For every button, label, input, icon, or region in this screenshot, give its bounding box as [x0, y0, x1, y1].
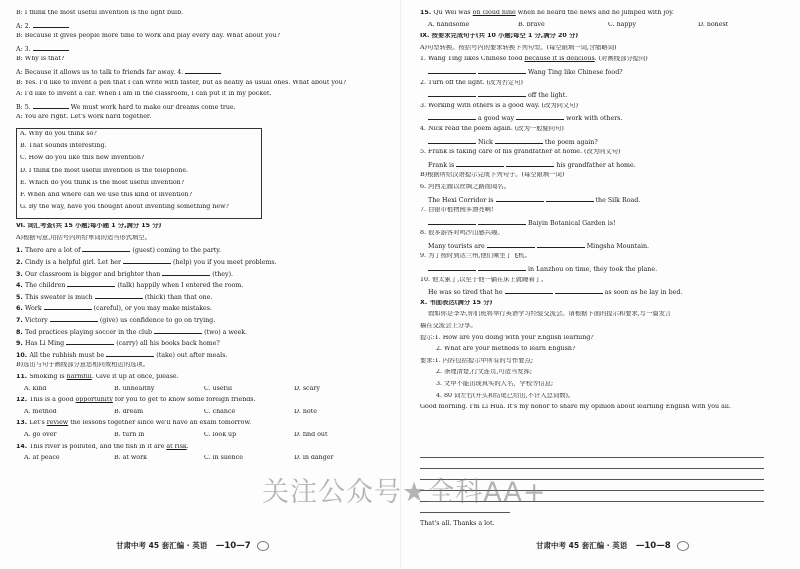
footer-right-page: —10—8	[635, 541, 671, 551]
option-item: C. How do you like this new invention?	[20, 155, 145, 162]
sentence-item: 1. Wang Ting likes Chinese food because it is delicious. (对画线部分提问)	[420, 56, 648, 63]
option-item: B. That sounds interesting.	[20, 143, 107, 150]
answer-blank[interactable]	[456, 161, 504, 167]
mc-option[interactable]: B. at work	[114, 455, 147, 462]
section-6-instruction-b: B)选出与句子画线部分意思相同或相近的选项。	[16, 362, 150, 369]
mc-option[interactable]: D. note	[294, 408, 317, 415]
mc-question: 15. Qu Wei was on cloud nine when he heard the news and he jumped with joy.	[420, 10, 674, 16]
mc-option[interactable]: C. chance	[204, 408, 236, 415]
mc-option[interactable]: A. kind	[24, 385, 47, 392]
answer-blank[interactable]	[162, 270, 210, 276]
answer-blank[interactable]	[67, 281, 115, 287]
item-number: 11.	[16, 373, 30, 380]
answer-blank[interactable]	[106, 351, 154, 357]
answer-blank[interactable]	[44, 304, 92, 310]
prompt-line: 稿在交流会上分享。	[420, 323, 477, 330]
item-number: 14.	[16, 443, 30, 450]
mc-option[interactable]: A. handsome	[428, 21, 470, 28]
footer-right	[536, 540, 689, 551]
answer-line: Frank is his grandfather at home.	[428, 161, 636, 169]
sentence-item: B)根据所给汉语提示完成下列句子。(每空限填一词)	[420, 172, 565, 179]
writing-closing: That's all. Thanks a lot.	[420, 520, 495, 527]
mc-options	[16, 409, 384, 421]
mc-options	[16, 455, 384, 467]
left-page	[16, 10, 384, 467]
dialogue-line: B: I think the most useful invention is the light bulb.	[16, 10, 184, 16]
section-10-title: Ⅹ. 书面表达(满分 15 分)	[420, 299, 493, 306]
fill-item: 9. Has Li Ming (carry) all his books back home?	[16, 340, 220, 348]
sentence-item: 6. 河西走廊以丝绸之路而闻名。	[420, 183, 510, 190]
answer-blank[interactable]	[33, 103, 69, 109]
mc-option[interactable]: B. dream	[114, 408, 144, 415]
mc-option[interactable]: C. happy	[608, 21, 637, 28]
sentence-item: 4. Nick read the poem again. (改为一般疑问句)	[420, 125, 564, 132]
watermark-text: 关注公众号★全科AA+	[262, 477, 547, 508]
answer-blank[interactable]	[487, 242, 535, 248]
answer-blank[interactable]	[516, 114, 564, 120]
mc-option[interactable]: A. go over	[24, 431, 57, 438]
mc-option[interactable]: B. unhealthy	[114, 385, 155, 392]
mc-question: 11. Smoking is harmful. Give it up at once, please.	[16, 373, 179, 380]
sentence-item: 9. 为了按时到达兰州,他们乘坐了飞机。	[420, 253, 531, 260]
answer-blank[interactable]	[428, 91, 476, 97]
answer-blank[interactable]	[478, 265, 526, 271]
answer-blank[interactable]	[428, 138, 476, 144]
answer-blank[interactable]	[506, 161, 554, 167]
mc-option[interactable]: A. method	[24, 408, 57, 415]
answer-blank[interactable]	[428, 68, 476, 74]
answer-blank[interactable]	[33, 22, 69, 28]
writing-prompt	[420, 311, 788, 404]
answer-line: Baiyin Botanical Garden is!	[420, 219, 788, 231]
answer-blank[interactable]	[154, 328, 202, 334]
mc-question: 13. Let's review the lessons together since we'll have an exam tomorrow.	[16, 420, 252, 427]
section-6-title: Ⅵ. 词汇考查(共 15 小题;每小题 1 分,满分 15 分)	[16, 223, 162, 230]
publisher-seal-icon	[677, 541, 689, 551]
publisher-seal-icon	[257, 541, 269, 551]
dialogue-line: A: You are right. Let's work hard together.	[16, 114, 152, 121]
answer-line: The Hexi Corridor is the Silk Road.	[428, 196, 641, 204]
answer-blank[interactable]	[478, 68, 526, 74]
answer-line: a good way work with others.	[420, 114, 788, 126]
answer-blank[interactable]	[428, 114, 476, 120]
mc-option[interactable]: B. brave	[518, 21, 545, 28]
item-number: 13.	[16, 420, 30, 427]
underlined-phrase: review	[46, 420, 69, 427]
mc-question: 14. This river is polluted, and the fish in it are at risk.	[16, 443, 189, 450]
answer-blank[interactable]	[82, 246, 130, 252]
answer-blank[interactable]	[50, 316, 98, 322]
answer-blank[interactable]	[478, 219, 526, 225]
prompt-line: 2. What are your methods to learn English?	[436, 346, 576, 353]
answer-line: Many tourists are Mingsha Mountain.	[428, 242, 650, 250]
item-number: 3.	[16, 270, 25, 278]
option-item: F. When and where can we use this kind of invention?	[20, 191, 192, 198]
footer-left-page: —10—7	[215, 541, 251, 551]
item-number: 15.	[420, 10, 434, 16]
answer-blank[interactable]	[33, 45, 69, 51]
answer-line: Nick the poem again?	[420, 138, 788, 150]
answer-blank[interactable]	[428, 265, 476, 271]
dialogue-line: B: Why is that?	[16, 56, 65, 63]
answer-blank[interactable]	[496, 196, 544, 202]
dialogue-line: A: I'd like to invent a car. When I am in the classroom, I can put it in my pocket.	[16, 91, 272, 98]
dialogue-options-box	[16, 128, 262, 219]
item-number: 12.	[16, 397, 30, 404]
item-number: 10.	[16, 351, 30, 359]
section-6-instruction-a: A)根据句意,用括号内所给单词的适当形式填空。	[16, 234, 151, 241]
fill-item: 8. Ted practices playing soccer in the club (two) a week.	[16, 328, 248, 336]
answer-blank[interactable]	[95, 293, 143, 299]
answer-blank[interactable]	[185, 68, 221, 74]
fill-item: 7. Victory (give) us confidence to go on trying.	[16, 317, 216, 324]
fill-item: 4. The children (talk) happily when I entered the room.	[16, 282, 244, 290]
fill-item: 5. This sweater is much (thick) than that one.	[16, 293, 213, 301]
underlined-phrase: opportunity	[75, 397, 113, 404]
sentence-item: 2. Turn off the light. (改为否定句)	[420, 79, 523, 86]
item-number: 4.	[16, 282, 25, 290]
item-number: 6.	[16, 305, 25, 313]
item-number: 8.	[16, 328, 25, 336]
fill-in-items	[16, 246, 384, 362]
answer-blank[interactable]	[478, 91, 526, 97]
mc-option[interactable]: D. honest	[698, 21, 729, 28]
fill-item: 3. Our classroom is bigger and brighter than (they).	[16, 270, 234, 278]
section-9-instruction-a: A)句型转换。按括号内的要求转换下列句型。(每空限填一词,含缩略词)	[420, 44, 617, 51]
writing-line[interactable]	[420, 457, 764, 458]
sentence-item: 8. 很多游客对鸣沙山感兴趣。	[420, 230, 504, 237]
answer-line: off the light.	[420, 91, 788, 103]
mc-question: 12. This is a good opportunity for you to get to know some foreign friends.	[16, 397, 256, 404]
item-number: 5.	[16, 293, 25, 301]
fill-item: 2. Cindy is a helpful girl. Let her (help) you if you meet problems.	[16, 259, 277, 267]
item-number: 2.	[16, 259, 25, 267]
writing-line[interactable]	[420, 512, 510, 513]
dialogue-line: A: 2.	[16, 22, 384, 34]
prompt-line: 2. 条理清楚,行文连贯,可适当发挥;	[436, 369, 532, 376]
prompt-line: 要求:1. 内容包括提示中所有的写作要点;	[420, 357, 534, 364]
answer-blank[interactable]	[428, 219, 476, 225]
sentence-item: 5. Frank is taking care of his grandfather at home. (改为同义句)	[420, 149, 621, 156]
sentence-item: 3. Working with others is a good way. (改为同义句)	[420, 102, 579, 109]
sentence-item: 10. 他太累了,以至于他一躺在床上就睡着了。	[420, 276, 548, 283]
fill-item: 6. Work (careful), or you may make mistakes.	[16, 305, 213, 313]
answer-blank[interactable]	[66, 339, 114, 345]
option-item: G. By the way, have you thought about inventing something new?	[20, 204, 229, 211]
right-page	[420, 10, 788, 416]
mc-option[interactable]: C. useful	[204, 385, 233, 392]
answer-blank[interactable]	[555, 288, 603, 294]
answer-blank[interactable]	[537, 242, 585, 248]
sentence-transform-items	[420, 56, 788, 299]
mc-option[interactable]: D. scary	[294, 385, 320, 392]
prompt-line: 4. 80 词左右(开头和结尾已给出,不计入总词数)。	[436, 392, 575, 399]
answer-blank[interactable]	[505, 288, 553, 294]
mc-option[interactable]: D. find out	[294, 431, 328, 438]
dialogue-line: B: 5. We must work hard to make our dreams come true.	[16, 103, 236, 111]
sentence-item: 7. 白银市植物园多漂亮啊!	[420, 207, 494, 214]
mc-option[interactable]: D. in danger	[294, 455, 334, 462]
dialogue-line: B: Because it gives people more time to work and play every day. What about you?	[16, 33, 280, 40]
option-item: E. Which do you think is the most useful invention?	[20, 179, 185, 186]
fill-item: 1. There are a lot of (guest) coming to the party.	[16, 247, 221, 255]
mc-option[interactable]: C. look up	[204, 431, 237, 438]
underlined-phrase: at risk	[166, 443, 187, 450]
mc-option[interactable]: B. turn in	[114, 431, 145, 438]
writing-opening: Good morning. I'm Li Hua. It's my honor to share my opinion about learning English with you all.	[420, 404, 731, 411]
dialogue-line: B: Yes. I'd like to invent a pen that I can write with faster, but as neatly as usual ones. What about you?	[16, 79, 347, 86]
item-number: 9.	[16, 340, 25, 348]
dialogue-line: A: 3.	[16, 45, 384, 57]
dialogue-block	[16, 10, 384, 126]
mc-option[interactable]: C. in silence	[204, 455, 243, 462]
answer-line: in Lanzhou on time, they took the plane.	[420, 265, 788, 277]
answer-line: He was so tired that he as soon as he lay in bed.	[428, 289, 683, 297]
answer-blank[interactable]	[546, 196, 594, 202]
option-item: A. Why do you think so?	[20, 130, 97, 137]
mc-option[interactable]: A. at peace	[24, 455, 60, 462]
answer-blank[interactable]	[495, 138, 543, 144]
fill-item: 10. All the rubbish must be (take) out after meals.	[16, 351, 228, 359]
option-item: D. I think the most useful invention is the telephone.	[20, 167, 189, 174]
mc-options	[420, 22, 788, 34]
answer-blank[interactable]	[123, 258, 171, 264]
writing-line[interactable]	[420, 468, 764, 469]
item-number: 7.	[16, 317, 25, 324]
mc-options	[16, 386, 384, 398]
question-15	[420, 10, 788, 33]
underlined-phrase: harmful	[66, 373, 92, 380]
prompt-line: 提示:1. How are you doing with your English learning?	[420, 334, 594, 341]
mc-options	[16, 432, 384, 444]
section-9-title: Ⅸ. 按要求完成句子(共 10 小题;每空 1 分,满分 20 分)	[420, 33, 579, 40]
prompt-line: 3. 文中不能出现真实的人名、学校等信息;	[436, 381, 554, 387]
prompt-line: 假如你是李华,你们班将举行英语学习经验交流会。请根据下面的提示和要求,写一篇发言	[428, 311, 672, 318]
footer-left	[116, 540, 269, 551]
footer-right-title: 甘肃中考 45 套汇编 · 英语	[536, 541, 628, 550]
item-number: 1.	[16, 247, 25, 255]
underlined-phrase: on cloud nine	[472, 10, 516, 16]
multiple-choice-items	[16, 374, 384, 467]
underlined-phrase: because it is delicious	[524, 56, 595, 63]
footer-left-title: 甘肃中考 45 套汇编 · 英语	[116, 541, 208, 550]
answer-line: Wang Ting like Chinese food?	[420, 68, 788, 80]
dialogue-line: A: Because it allows us to talk to friends far away. 4.	[16, 68, 384, 80]
